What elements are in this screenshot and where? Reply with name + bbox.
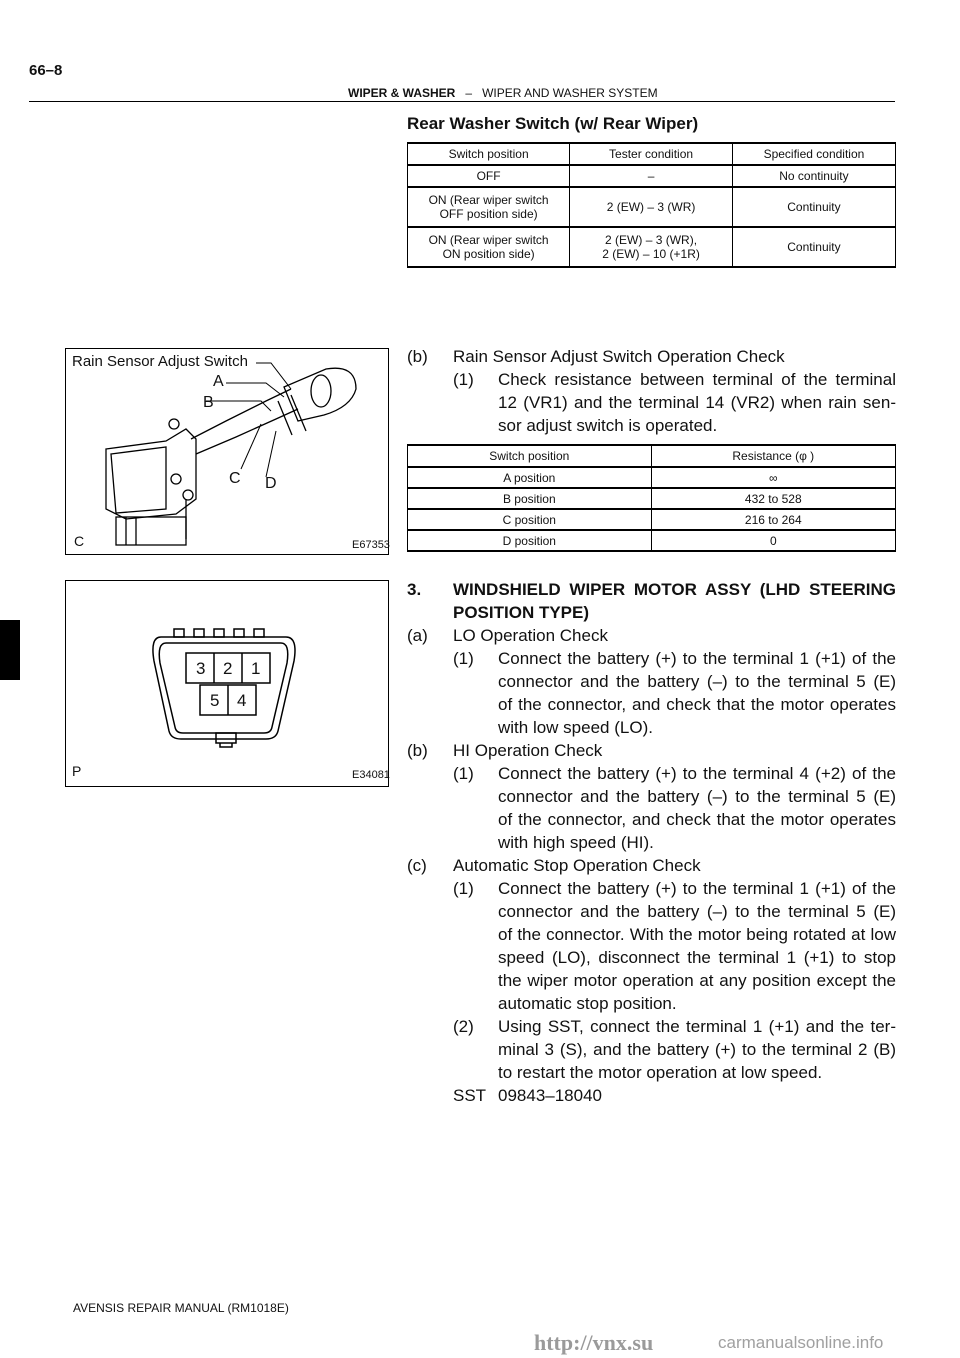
step-b-title: HI Operation Check bbox=[453, 741, 603, 760]
sst-value: 09843–18040 bbox=[498, 1086, 603, 1105]
table-cell bbox=[408, 227, 570, 267]
column-header: Tester condition bbox=[570, 143, 733, 165]
text-line: Using SST, connect the terminal 1 (+1) and the ter- bbox=[498, 1017, 896, 1036]
table-cell bbox=[570, 227, 733, 267]
pin-3: 3 bbox=[196, 659, 206, 678]
label-a: A bbox=[213, 373, 224, 390]
step-c1-marker: (1) bbox=[453, 879, 474, 898]
step-c-marker: (c) bbox=[407, 856, 427, 875]
table-row bbox=[408, 530, 896, 551]
cell-line: ON (Rear wiper switch bbox=[428, 233, 549, 247]
step-a-title: LO Operation Check bbox=[453, 626, 608, 645]
pin-2: 2 bbox=[223, 659, 233, 678]
text-line: of the connector, and check that the motor operates bbox=[498, 695, 896, 714]
step-c-title: Automatic Stop Operation Check bbox=[453, 856, 701, 875]
text-line: of the connector. With the motor being rotated at low bbox=[498, 925, 896, 944]
step-b1-text bbox=[498, 762, 896, 854]
table-cell: OFF bbox=[408, 165, 570, 187]
step-a1-marker: (1) bbox=[453, 649, 474, 668]
table-cell: 0 bbox=[651, 530, 895, 551]
cell-line: 2 (EW) – 10 (+1R) bbox=[602, 247, 700, 261]
rain-sensor-figure bbox=[65, 348, 389, 555]
text-line: Check resistance between terminal of the terminal bbox=[498, 370, 896, 389]
table-cell: – bbox=[570, 165, 733, 187]
cell-line: OFF position side) bbox=[439, 207, 538, 221]
text-line: WINDSHIELD WIPER MOTOR ASSY (LHD STEERING bbox=[453, 580, 896, 599]
section-number: 3. bbox=[407, 580, 422, 599]
step-c1-text bbox=[498, 877, 896, 1015]
table-row bbox=[408, 488, 896, 509]
step-a-marker: (a) bbox=[407, 626, 428, 645]
header-rule bbox=[29, 101, 895, 102]
step-b1-marker: (1) bbox=[453, 764, 474, 783]
cell-line: 2 (EW) – 3 (WR), bbox=[605, 233, 698, 247]
text-line: 12 (VR1) and the terminal 14 (VR2) when rain sen- bbox=[498, 393, 896, 412]
label-b: B bbox=[203, 394, 214, 411]
pin-5: 5 bbox=[210, 691, 220, 710]
text-line: POSITION TYPE) bbox=[453, 603, 590, 622]
text-line: Connect the battery (+) to the terminal 1 (+1) of the bbox=[498, 649, 896, 668]
step-c2-marker: (2) bbox=[453, 1017, 474, 1036]
pin-4: 4 bbox=[237, 691, 247, 710]
table-row bbox=[408, 227, 896, 267]
text-line: minal 3 (S), and the battery (+) to the terminal 2 (B) bbox=[498, 1040, 896, 1059]
text-line: sor adjust switch is operated. bbox=[498, 416, 718, 435]
table-row bbox=[408, 165, 896, 187]
resistance-table bbox=[407, 444, 896, 552]
figure-corner-letter: P bbox=[72, 763, 82, 779]
text-line: automatic stop position. bbox=[498, 994, 677, 1013]
table-cell: 2 (EW) – 3 (WR) bbox=[570, 187, 733, 227]
table-cell: Continuity bbox=[732, 227, 895, 267]
column-header: Switch position bbox=[408, 445, 652, 467]
figure-code: E67353 bbox=[352, 539, 390, 551]
table-cell: B position bbox=[408, 488, 652, 509]
label-c: C bbox=[229, 470, 241, 487]
text-line: speed (LO), disconnect the terminal 1 (+1) to stop bbox=[498, 948, 896, 967]
watermark-site: carmanualsonline.info bbox=[718, 1333, 884, 1352]
table-cell bbox=[408, 187, 570, 227]
header-separator: – bbox=[465, 86, 473, 100]
section-tab bbox=[0, 620, 20, 680]
table-cell: D position bbox=[408, 530, 652, 551]
table-cell: Continuity bbox=[732, 187, 895, 227]
text-line: of the connector, and check that the motor operates bbox=[498, 810, 896, 829]
column-header: Specified condition bbox=[732, 143, 895, 165]
table-cell: A position bbox=[408, 467, 652, 488]
watermark-link[interactable]: http://vnx.su bbox=[534, 1330, 654, 1355]
text-line: the wiper motor operation at any position except the bbox=[498, 971, 896, 990]
text-line: with high speed (HI). bbox=[498, 833, 654, 852]
table-cell: C position bbox=[408, 509, 652, 530]
pin-1: 1 bbox=[251, 659, 261, 678]
table-cell: 432 to 528 bbox=[651, 488, 895, 509]
text-line: with low speed (LO). bbox=[498, 718, 653, 737]
cell-line: ON position side) bbox=[442, 247, 535, 261]
text-line: to restart the motor operation at low speed. bbox=[498, 1063, 823, 1082]
header-subsection: WIPER AND WASHER SYSTEM bbox=[482, 86, 658, 100]
figure-corner-letter: C bbox=[74, 533, 85, 549]
page-header bbox=[348, 86, 658, 100]
cell-line: ON (Rear wiper switch bbox=[428, 193, 549, 207]
rain-sensor-marker: (b) bbox=[407, 347, 428, 366]
step-c2-text bbox=[498, 1015, 896, 1084]
rain-sensor-step bbox=[498, 368, 896, 437]
figure-title: Rain Sensor Adjust Switch bbox=[72, 353, 248, 370]
rear-washer-title: Rear Washer Switch (w/ Rear Wiper) bbox=[407, 114, 699, 133]
column-header: Resistance (φ ) bbox=[651, 445, 895, 467]
rain-sensor-heading: Rain Sensor Adjust Switch Operation Check bbox=[453, 347, 785, 366]
step-marker: (1) bbox=[453, 370, 474, 389]
connector-figure bbox=[65, 580, 389, 787]
table-cell: No continuity bbox=[732, 165, 895, 187]
table-row bbox=[408, 509, 896, 530]
step-a1-text bbox=[498, 647, 896, 739]
text-line: Connect the battery (+) to the terminal 4 (+2) of the bbox=[498, 764, 896, 783]
text-line: connector and the battery (–) to the terminal 5 (E) bbox=[498, 672, 896, 691]
table-row bbox=[408, 187, 896, 227]
label-d: D bbox=[265, 475, 277, 492]
text-line: connector and the battery (–) to the terminal 5 (E) bbox=[498, 787, 896, 806]
connector-illustration bbox=[66, 581, 388, 786]
page-number: 66–8 bbox=[29, 62, 63, 79]
step-b-marker: (b) bbox=[407, 741, 428, 760]
table-cell: 216 to 264 bbox=[651, 509, 895, 530]
section-heading bbox=[453, 578, 896, 624]
text-line: Connect the battery (+) to the terminal 1 (+1) of the bbox=[498, 879, 896, 898]
column-header: Switch position bbox=[408, 143, 570, 165]
rear-washer-table bbox=[407, 142, 896, 268]
page-footer: AVENSIS REPAIR MANUAL (RM1018E) bbox=[73, 1301, 289, 1315]
header-section: WIPER & WASHER bbox=[348, 86, 456, 100]
combination-switch-illustration bbox=[66, 349, 388, 554]
table-row bbox=[408, 467, 896, 488]
figure-code: E34081 bbox=[352, 769, 390, 781]
sst-label: SST bbox=[453, 1086, 487, 1105]
table-cell: ∞ bbox=[651, 467, 895, 488]
text-line: connector and the battery (–) to the terminal 5 (E) bbox=[498, 902, 896, 921]
